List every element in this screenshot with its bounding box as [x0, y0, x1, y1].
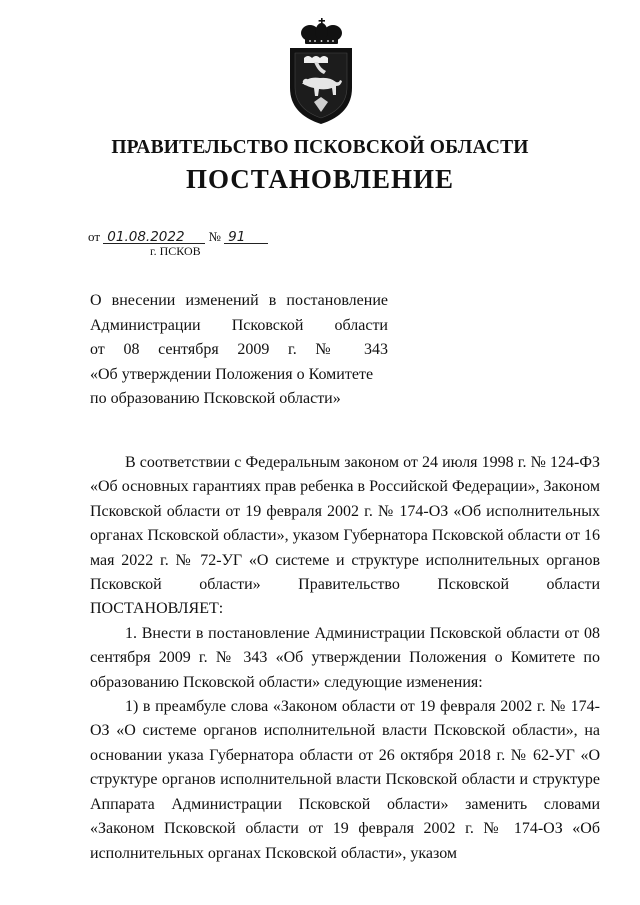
body-paragraph: В соответствии с Федеральным законом от 24 июля 1998 г. № 124-ФЗ «Об основных гарантиях прав ребенка в Российской Федерации», Законом Псковской области от 19 февраля 2002 г. № 174-ОЗ «Об исполнительных органах Псковской области», указом Губернатора Псковской области от 16 мая 2022 г. № 72-УГ «О системе и структуре исполнительных органов Псковской области» Правительство Псковской области ПОСТАНОВЛЯЕТ: [90, 454, 600, 618]
body-paragraph: 1. Внести в постановление Администрации Псковской области от 08 сентября 2009 г. № 343 «Об утверждении Положения о Комитете по образованию Псковской области» следующие изменения: [90, 624, 600, 691]
document-subject [90, 289, 388, 412]
subject-line: от 08 сентября 2009 г. № 343 [90, 341, 388, 358]
subject-line: «Об утверждении Положения о Комитете [90, 365, 374, 383]
city-label: г. ПСКОВ [150, 244, 201, 258]
document-type-title: ПОСТАНОВЛЕНИЕ [185, 164, 455, 194]
document-number: 91 [224, 231, 268, 244]
body-paragraph: 1) в преамбуле слова «Законом области от 19 февраля 2002 г. № 174-ОЗ «О системе органов исполнительной власти Псковской области», на основании указа Губернатора области от 26 октября 2018 г. № 62-УГ «О структуре органов исполнительной власти Псковской области и структуре Аппарата Администрации Псковской области» заменить словами «Законом Псковской области от 19 февраля 2002 г. № 174-ОЗ «Об исполнительных органах Псковской области», указом [90, 698, 600, 862]
pskov-coat-of-arms-icon [284, 18, 358, 126]
subject-line: Администрации Псковской области [90, 316, 388, 334]
document-date: 01.08.2022 [103, 231, 205, 244]
number-prefix: № [208, 229, 221, 244]
document-body [90, 451, 600, 866]
subject-line: по образованию Псковской области» [90, 390, 341, 407]
date-number-line [88, 229, 268, 245]
subject-line: О внесении изменений в постановление [90, 292, 388, 309]
date-prefix: от [88, 229, 101, 244]
government-name: ПРАВИТЕЛЬСТВО ПСКОВСКОЙ ОБЛАСТИ [111, 137, 529, 158]
